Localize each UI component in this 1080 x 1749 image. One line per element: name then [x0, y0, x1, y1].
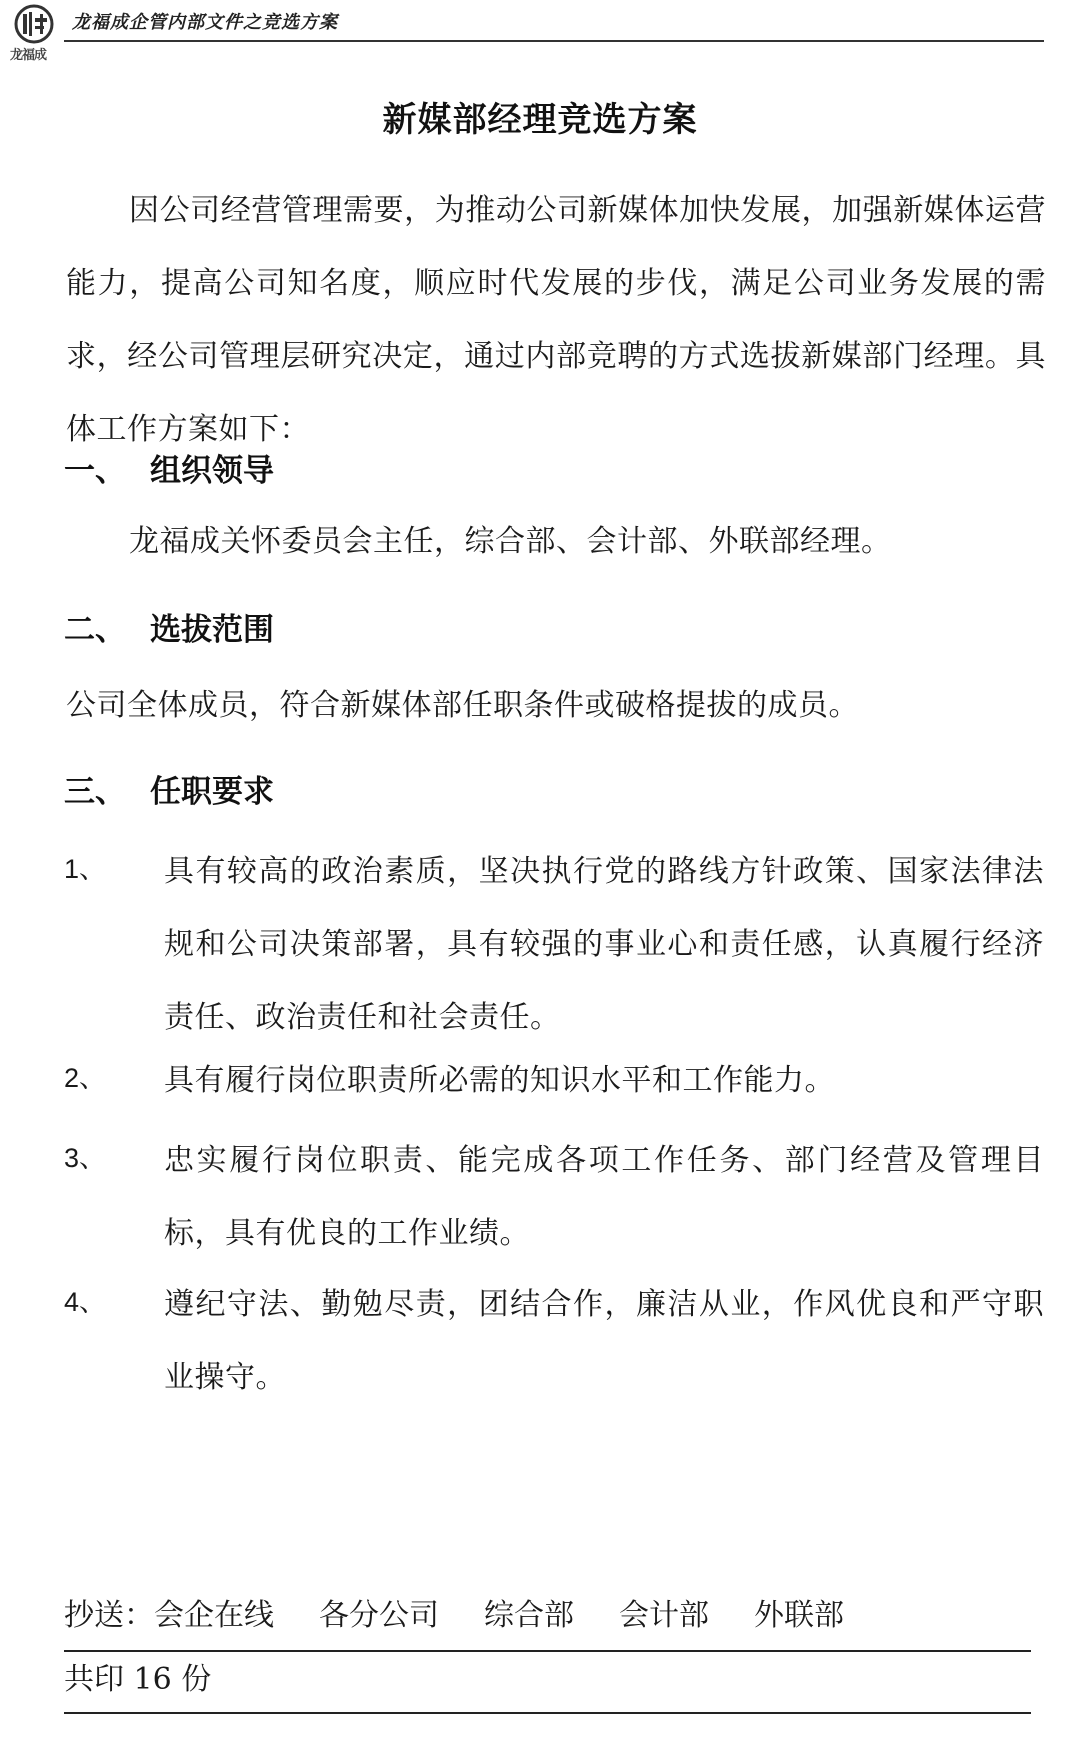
- section-number: 二、: [64, 612, 126, 648]
- requirement-text: 具有履行岗位职责所必需的知识水平和工作能力。: [164, 1063, 835, 1098]
- section-body-leadership: 龙福成关怀委员会主任，综合部、会计部、外联部经理。: [129, 524, 892, 559]
- cc-recipient: 会企在线: [154, 1598, 274, 1633]
- print-count-line: 共印 16 份: [64, 1658, 1031, 1714]
- requirement-number: 1、: [64, 854, 107, 884]
- header-title: 龙福成企管内部文件之竞选方案: [72, 12, 338, 33]
- cc-recipient: 各分公司: [319, 1598, 439, 1633]
- section-number: 三、: [64, 774, 126, 810]
- header-divider: [64, 40, 1044, 42]
- requirement-text: 遵纪守法、勤勉尽责，团结合作，廉洁从业，作风优良和严守职业操守。: [164, 1287, 1044, 1395]
- cc-recipient: 综合部: [484, 1598, 574, 1633]
- requirement-number: 2、: [64, 1063, 107, 1093]
- section-heading-leadership: [64, 445, 274, 490]
- requirement-text: 忠实履行岗位职责、能完成各项工作任务、部门经营及管理目标，具有优良的工作业绩。: [164, 1143, 1044, 1251]
- cc-recipient: 外联部: [754, 1598, 844, 1633]
- cc-recipient: 会计部: [619, 1598, 709, 1633]
- section-number: 一、: [64, 453, 126, 489]
- document-header: [0, 0, 1080, 63]
- requirement-number: 3、: [64, 1143, 107, 1173]
- requirement-text: 具有较高的政治素质，坚决执行党的路线方针政策、国家法律法规和公司决策部署，具有较强的事业心和责任感，认真履行经济责任、政治责任和社会责任。: [164, 854, 1044, 1035]
- logo-text: 龙福成: [10, 48, 47, 63]
- section-body-scope: 公司全体成员，符合新媒体部任职条件或破格提拔的成员。: [66, 688, 859, 723]
- document-title: 新媒部经理竞选方案: [382, 100, 698, 140]
- section-heading-requirements: [64, 766, 274, 811]
- section-heading-text: 任职要求: [150, 774, 274, 810]
- requirement-number: 4、: [64, 1287, 107, 1317]
- cc-label: 抄送：: [64, 1598, 154, 1633]
- cc-distribution-line: [64, 1594, 1031, 1652]
- section-heading-text: 选拔范围: [150, 612, 274, 648]
- logo-mark-icon: [14, 4, 54, 44]
- intro-paragraph: 因公司经营管理需要，为推动公司新媒体加快发展，加强新媒体运营能力，提高公司知名度，顺应时代发展的步伐，满足公司业务发展的需求，经公司管理层研究决定，通过内部竞聘的方式选拔新媒部门经理。具体工作方案如下：: [66, 193, 1046, 447]
- section-heading-text: 组织领导: [150, 453, 274, 489]
- company-logo: [10, 4, 60, 62]
- section-heading-scope: [64, 604, 274, 649]
